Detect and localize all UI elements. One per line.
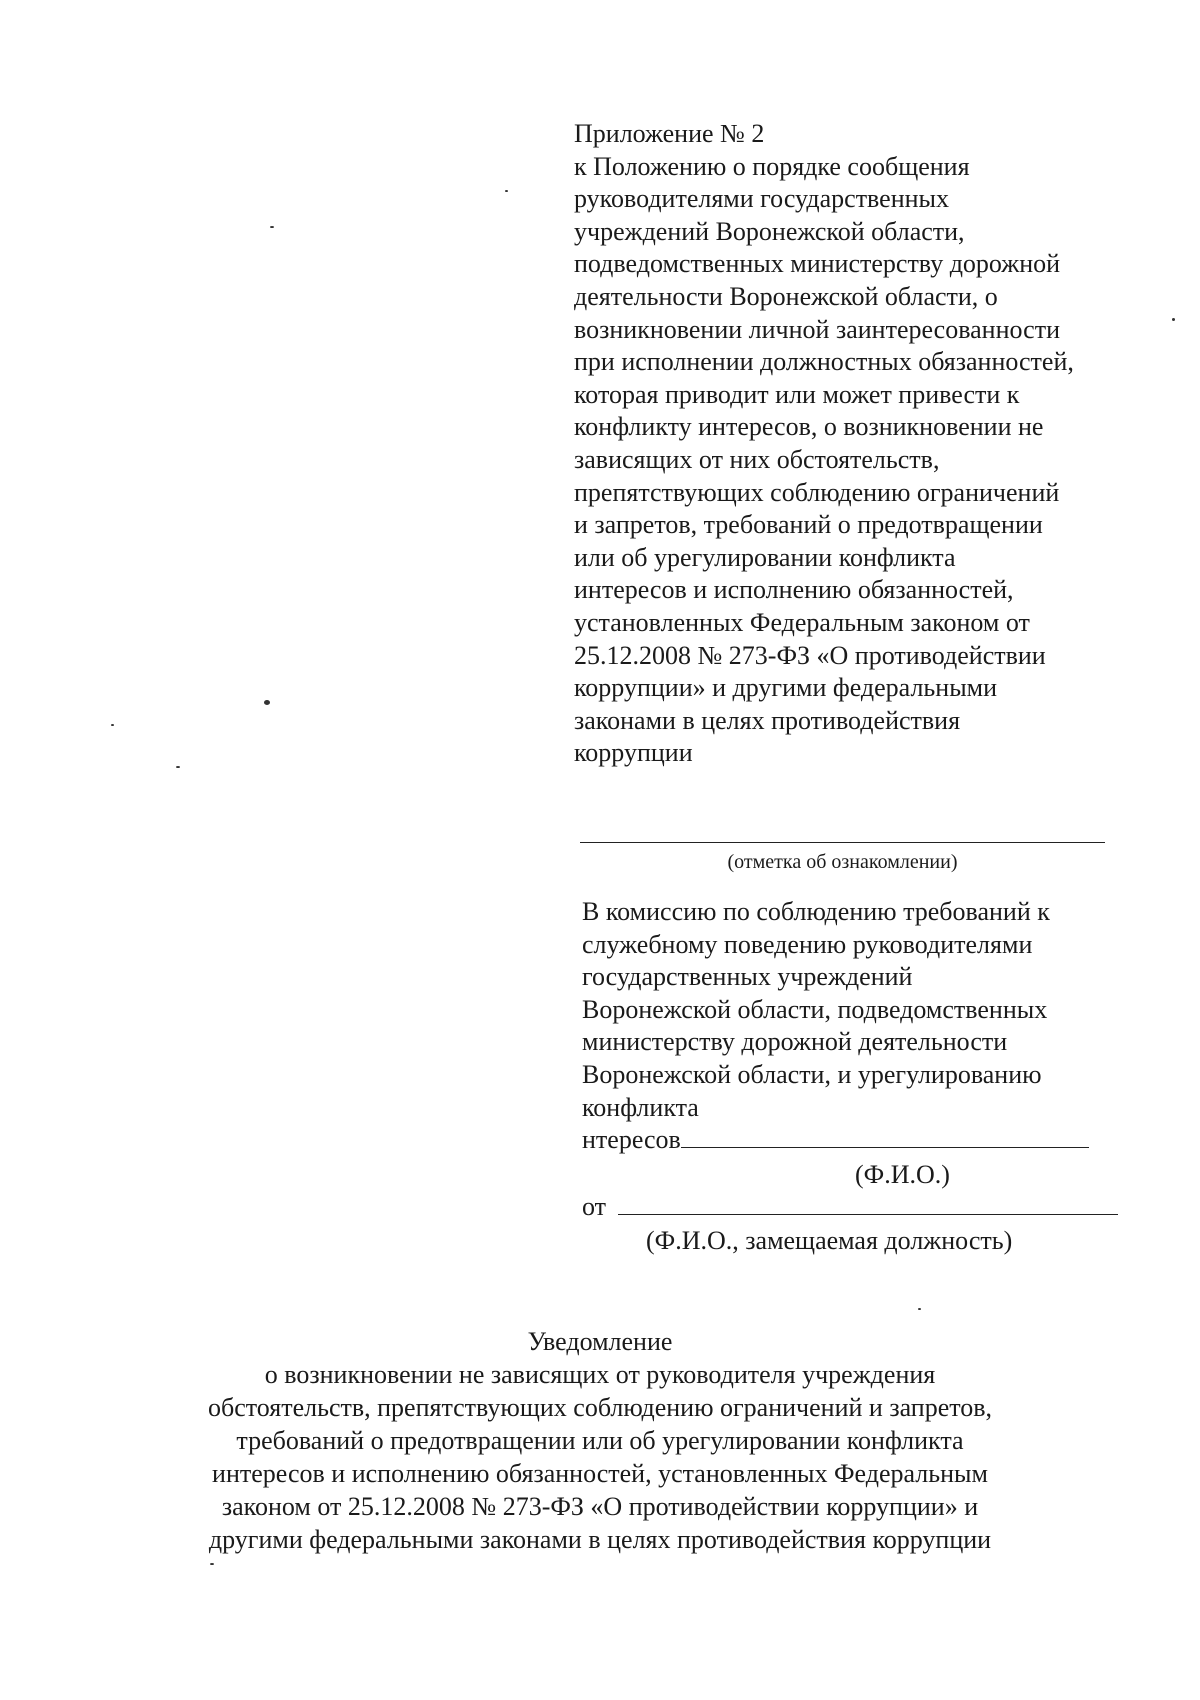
sender-prefix: от bbox=[582, 1192, 607, 1221]
notice-line: обстоятельств, препятствующих соблюдению ограничений и запретов, bbox=[207, 1393, 993, 1422]
appendix-line: установленных Федеральным законом от bbox=[574, 607, 1030, 637]
addressee-line: служебному поведению руководителями bbox=[582, 929, 1033, 959]
appendix-line: Приложение № 2 bbox=[574, 119, 765, 148]
commission-name-prefix: нтересов bbox=[582, 1125, 681, 1154]
appendix-line: конфликту интересов, о возникновении не bbox=[574, 412, 1044, 442]
addressee-block bbox=[582, 896, 1142, 1124]
sender-caption: (Ф.И.О., замещаемая должность) bbox=[646, 1226, 1013, 1255]
scan-speck bbox=[505, 190, 508, 192]
appendix-line: 25.12.2008 № 273-ФЗ «О противодействии bbox=[574, 640, 1046, 670]
addressee-line: государственных учреждений bbox=[582, 962, 913, 992]
scan-speck bbox=[264, 700, 270, 705]
appendix-line: коррупции» и другими федеральными bbox=[574, 673, 998, 703]
appendix-line: которая приводит или может привести к bbox=[574, 379, 1020, 409]
appendix-line: учреждений Воронежской области, bbox=[574, 216, 965, 246]
appendix-line: при исполнении должностных обязанностей, bbox=[574, 347, 1074, 377]
addressee-line: В комиссию по соблюдению требований к bbox=[582, 897, 1050, 926]
appendix-line: зависящих от них обстоятельств, bbox=[574, 444, 940, 474]
sender-name-field[interactable] bbox=[618, 1214, 1118, 1215]
notice-line: законом от 25.12.2008 № 273-ФЗ «О противодействии коррупции» и bbox=[221, 1492, 979, 1521]
appendix-line: возникновении личной заинтересованности bbox=[574, 314, 1060, 344]
acknowledgement-signature-line bbox=[580, 838, 1105, 843]
commission-name-field[interactable] bbox=[681, 1147, 1089, 1148]
scan-speck bbox=[918, 1308, 921, 1310]
scan-speck bbox=[270, 226, 274, 228]
appendix-line: интересов и исполнению обязанностей, bbox=[574, 575, 1014, 605]
notice-block bbox=[100, 1325, 1100, 1556]
appendix-line: подведомственных министерству дорожной bbox=[574, 249, 1061, 279]
addressee-line: министерству дорожной деятельности bbox=[582, 1027, 1008, 1057]
notice-line: о возникновении не зависящих от руководителя учреждения bbox=[264, 1360, 936, 1389]
notice-line: другими федеральными законами в целях противодействия коррупции bbox=[208, 1525, 992, 1554]
addressee-line: Воронежской области, и урегулированию bbox=[582, 1059, 1042, 1089]
commission-name-row bbox=[582, 1125, 1089, 1155]
appendix-header bbox=[574, 118, 1134, 770]
appendix-line: или об урегулировании конфликта bbox=[574, 542, 956, 572]
acknowledgement-caption: (отметка об ознакомлении) bbox=[727, 851, 958, 873]
appendix-line: деятельности Воронежской области, о bbox=[574, 281, 998, 311]
scan-speck bbox=[210, 1563, 214, 1565]
scan-speck bbox=[111, 724, 114, 726]
notice-line: требований о предотвращении или об урегулировании конфликта bbox=[236, 1426, 964, 1455]
notice-line: интересов и исполнению обязанностей, установленных Федеральным bbox=[212, 1459, 988, 1488]
appendix-line: коррупции bbox=[574, 738, 693, 768]
sender-row bbox=[582, 1192, 1118, 1222]
appendix-line: к Положению о порядке сообщения bbox=[574, 151, 970, 181]
appendix-line: законами в целях противодействия bbox=[574, 705, 961, 735]
appendix-line: препятствующих соблюдению ограничений bbox=[574, 477, 1060, 507]
appendix-line: руководителями государственных bbox=[574, 184, 950, 214]
scan-speck bbox=[176, 766, 180, 768]
acknowledgement-mark bbox=[580, 838, 1105, 874]
appendix-line: и запретов, требований о предотвращении bbox=[574, 510, 1043, 540]
commission-name-caption: (Ф.И.О.) bbox=[855, 1160, 950, 1189]
addressee-line: конфликта bbox=[582, 1092, 699, 1122]
scan-speck bbox=[1172, 318, 1175, 321]
notice-title: Уведомление bbox=[527, 1327, 673, 1356]
addressee-line: Воронежской области, подведомственных bbox=[582, 994, 1048, 1024]
